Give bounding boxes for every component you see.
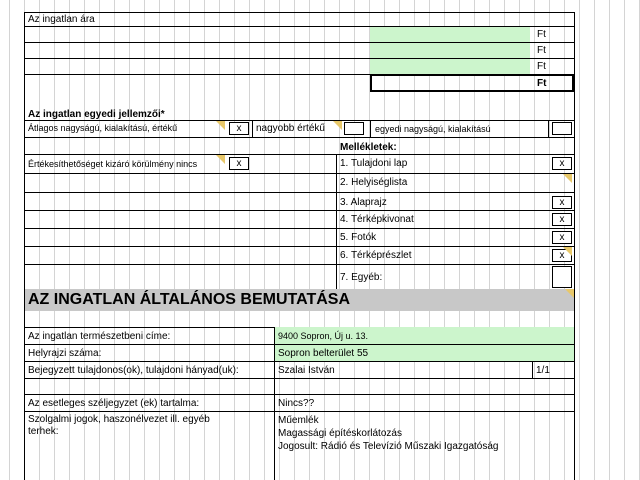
address-label: Az ingatlan természetbeni címe: <box>28 331 171 342</box>
comment-marker <box>565 289 574 298</box>
section-title: AZ INGATLAN ÁLTALÁNOS BEMUTATÁSA <box>28 291 351 308</box>
rights-label: Szolgalmi jogok, haszonélvezet ill. egyéb terhek: <box>28 414 210 437</box>
price-currency-3: Ft <box>537 61 546 72</box>
grid-line <box>336 154 337 292</box>
attachments-title: Mellékletek: <box>340 142 397 153</box>
attachment-2: 2. Helyiséglista <box>340 177 408 188</box>
attachment-5-checkbox[interactable]: x <box>552 231 572 244</box>
grid-line <box>24 246 574 247</box>
grid-line <box>24 173 574 174</box>
margin-value[interactable]: Nincs?? <box>278 398 315 409</box>
grid-line <box>24 42 574 43</box>
grid-line <box>24 228 574 229</box>
attachment-4-checkbox[interactable]: x <box>552 213 572 226</box>
attachment-3: 3. Alaprajz <box>340 197 387 208</box>
lot-label: Helyrajzi száma: <box>28 348 102 359</box>
grid-line <box>24 344 574 345</box>
comment-marker <box>216 121 225 130</box>
grid-line <box>24 12 25 480</box>
rights-line-1[interactable]: Műemlék <box>278 415 319 426</box>
trait-bigger-label: nagyobb értékű <box>256 123 325 134</box>
attachment-1: 1. Tulajdoni lap <box>340 158 408 169</box>
grid-line <box>24 394 574 395</box>
traits-title: Az ingatlan egyedi jellemzői* <box>28 109 165 120</box>
price-title: Az ingatlan ára <box>28 14 95 25</box>
grid-line <box>24 26 574 27</box>
price-currency-1: Ft <box>537 29 546 40</box>
grid-line <box>548 120 549 137</box>
owner-share[interactable]: 1/1 <box>536 365 550 376</box>
attachment-3-checkbox[interactable]: x <box>552 196 572 209</box>
grid-line <box>252 120 253 137</box>
grid-line <box>24 411 574 412</box>
comment-marker <box>216 155 225 164</box>
price-input-area[interactable] <box>370 26 530 74</box>
trait-average-label: Átlagos nagyságú, kialakítású, értékű <box>28 123 178 133</box>
owner-label: Bejegyzett tulajdonos(ok), tulajdoni hányad(uk): <box>28 365 239 376</box>
excluding-label: Értékesíthetőséget kizáró körülmény nincs <box>28 159 198 169</box>
attachment-1-checkbox[interactable]: x <box>552 157 572 170</box>
attachment-7-checkbox[interactable] <box>552 266 572 288</box>
grid-line <box>24 154 574 155</box>
attachment-5: 5. Fotók <box>340 232 377 243</box>
lot-value[interactable]: Sopron belterület 55 <box>278 348 369 359</box>
trait-unique-checkbox[interactable] <box>552 122 572 135</box>
grid-line <box>24 12 574 13</box>
attachment-6-checkbox[interactable]: x <box>552 249 572 262</box>
grid-line <box>24 120 574 121</box>
grid-line <box>24 378 574 379</box>
grid-line <box>24 210 574 211</box>
grid-line <box>24 361 574 362</box>
rights-line-2[interactable]: Magassági építéskorlátozás <box>278 428 402 439</box>
grid-line <box>24 58 574 59</box>
comment-marker <box>563 247 572 256</box>
address-value[interactable]: 9400 Sopron, Új u. 13. <box>278 331 369 341</box>
grid-line <box>24 192 574 193</box>
trait-unique-label: egyedi nagyságú, kialakítású <box>375 124 491 134</box>
price-total-currency: Ft <box>537 78 547 89</box>
attachment-4: 4. Térképkivonat <box>340 214 414 225</box>
price-currency-2: Ft <box>537 45 546 56</box>
attachment-6: 6. Térképrészlet <box>340 250 412 261</box>
trait-average-checkbox[interactable]: x <box>229 122 249 135</box>
rights-line-3[interactable]: Jogosult: Rádió és Televízió Műszaki Igazgatóság <box>278 441 499 452</box>
grid-line <box>24 264 574 265</box>
grid-line <box>574 12 575 480</box>
margin-label: Az esetleges széljegyzet (ek) tartalma: <box>28 398 200 409</box>
owner-value[interactable]: Szalai István <box>278 365 335 376</box>
grid-line <box>370 120 371 137</box>
comment-marker <box>333 121 342 130</box>
grid-line <box>532 361 533 378</box>
attachment-7: 7. Egyéb: <box>340 272 383 283</box>
trait-bigger-checkbox[interactable] <box>344 122 364 135</box>
grid-line <box>24 137 574 138</box>
excluding-checkbox[interactable]: x <box>229 157 249 170</box>
attachment-2-checkbox[interactable] <box>552 176 572 189</box>
grid-line <box>274 327 275 480</box>
